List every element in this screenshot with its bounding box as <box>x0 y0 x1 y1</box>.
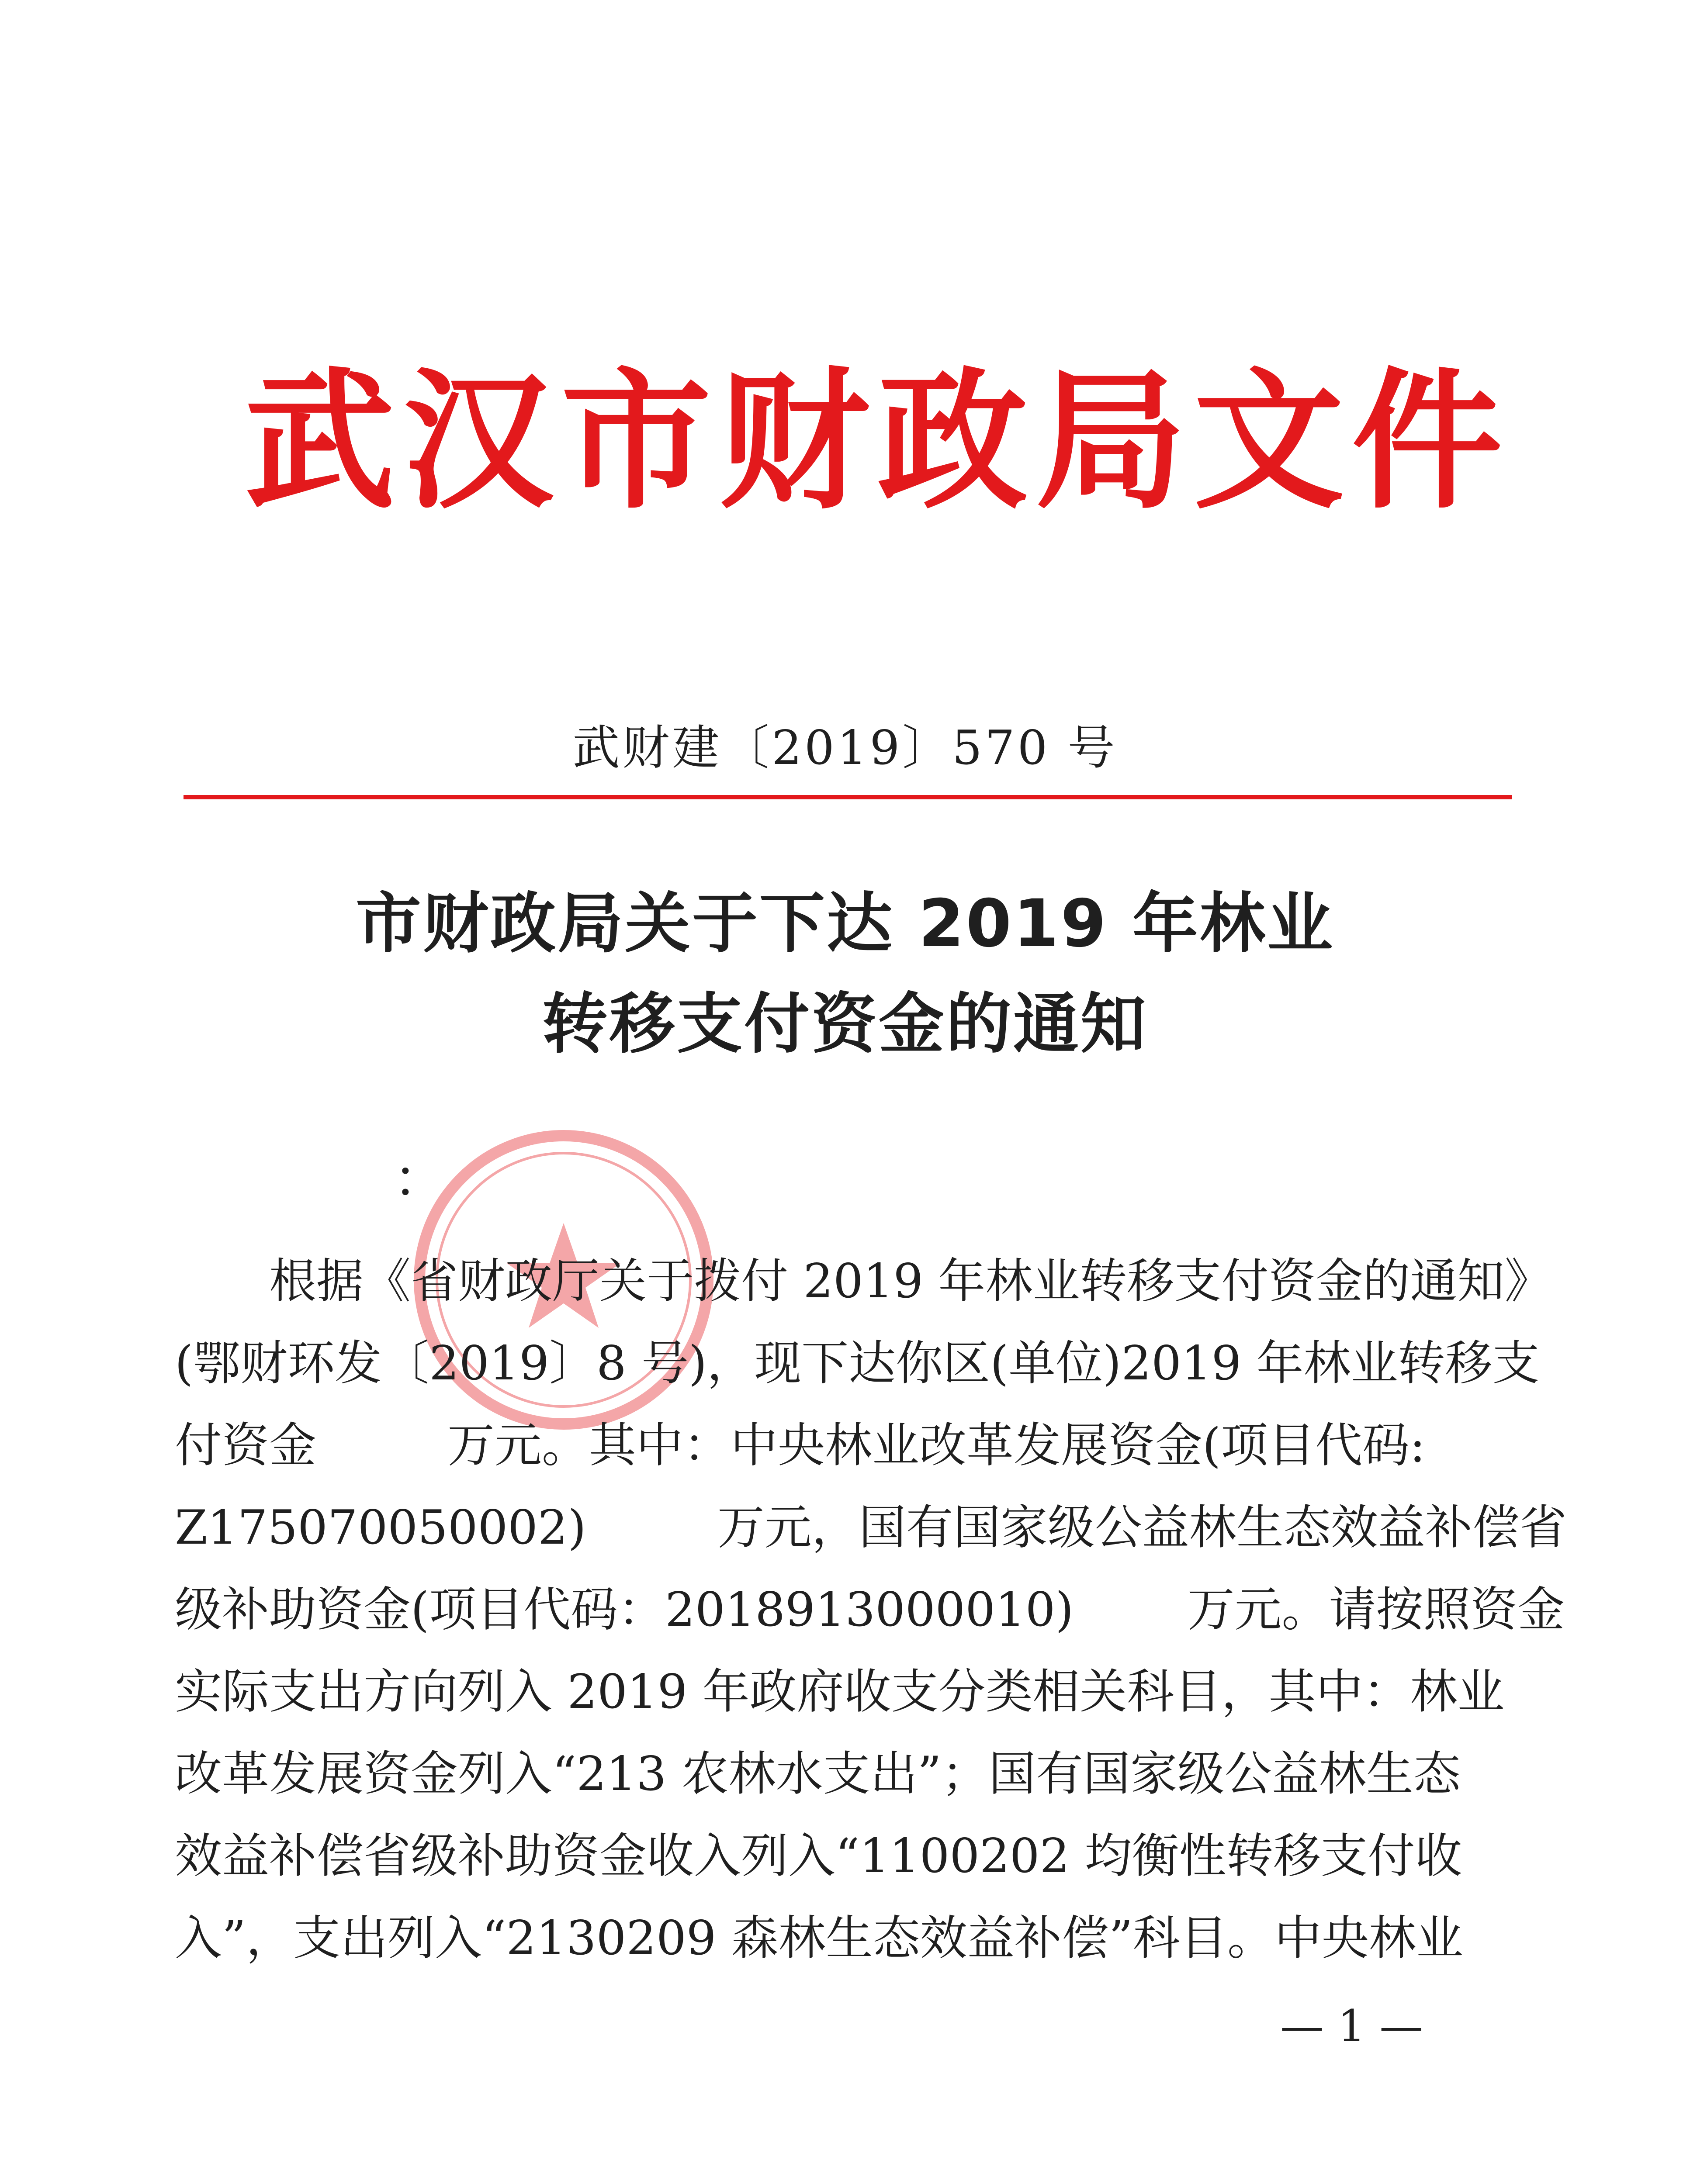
body-line-3-part-2: 万元。其中：中央林业改革发展资金(项目代码: <box>447 1418 1426 1473</box>
body-line-4-part-2: 万元，国有国家级公益林生态效益补偿省 <box>717 1500 1567 1555</box>
notice-body <box>175 1241 1567 1980</box>
body-line-2: (鄂财环发〔2019〕8 号)，现下达你区(单位)2019 年林业转移支 <box>175 1336 1540 1391</box>
body-line-3 <box>175 1405 1494 1487</box>
issuer-header-title: 武汉市财政局文件 <box>245 355 1510 529</box>
body-line-4-part-1: Z175070050002) <box>175 1500 586 1555</box>
notice-title-line-2: 转移支付资金的通知 <box>542 986 1148 1062</box>
document-number: 武财建〔2019〕570 号 <box>572 721 1118 775</box>
notice-title-line-1: 市财政局关于下达 2019 年林业 <box>356 886 1334 962</box>
red-header-rule <box>184 795 1512 799</box>
page-number: — 1 — <box>1280 2001 1423 2052</box>
body-line-5 <box>175 1569 1565 1651</box>
body-line-5-part-1: 级补助资金(项目代码：2018913000010) <box>175 1583 1074 1637</box>
body-line-1: 根据《省财政厅关于拨付 2019 年林业转移支付资金的通知》 <box>269 1254 1552 1309</box>
body-line-7: 改革发展资金列入“213 农林水支出”；国有国家级公益林生态 <box>175 1747 1461 1801</box>
body-line-6: 实际支出方向列入 2019 年政府收支分类相关科目，其中：林业 <box>175 1665 1505 1719</box>
body-line-5-part-2: 万元。请按照资金 <box>1187 1583 1565 1637</box>
body-line-9: 入”，支出列入“2130209 森林生态效益补偿”科目。中央林业 <box>175 1911 1463 1966</box>
body-line-8: 效益补偿省级补助资金收入列入“1100202 均衡性转移支付收 <box>175 1829 1462 1883</box>
salutation: ： <box>393 1149 446 1209</box>
body-line-4 <box>175 1487 1567 1569</box>
body-line-3-part-1: 付资金 <box>175 1418 317 1473</box>
